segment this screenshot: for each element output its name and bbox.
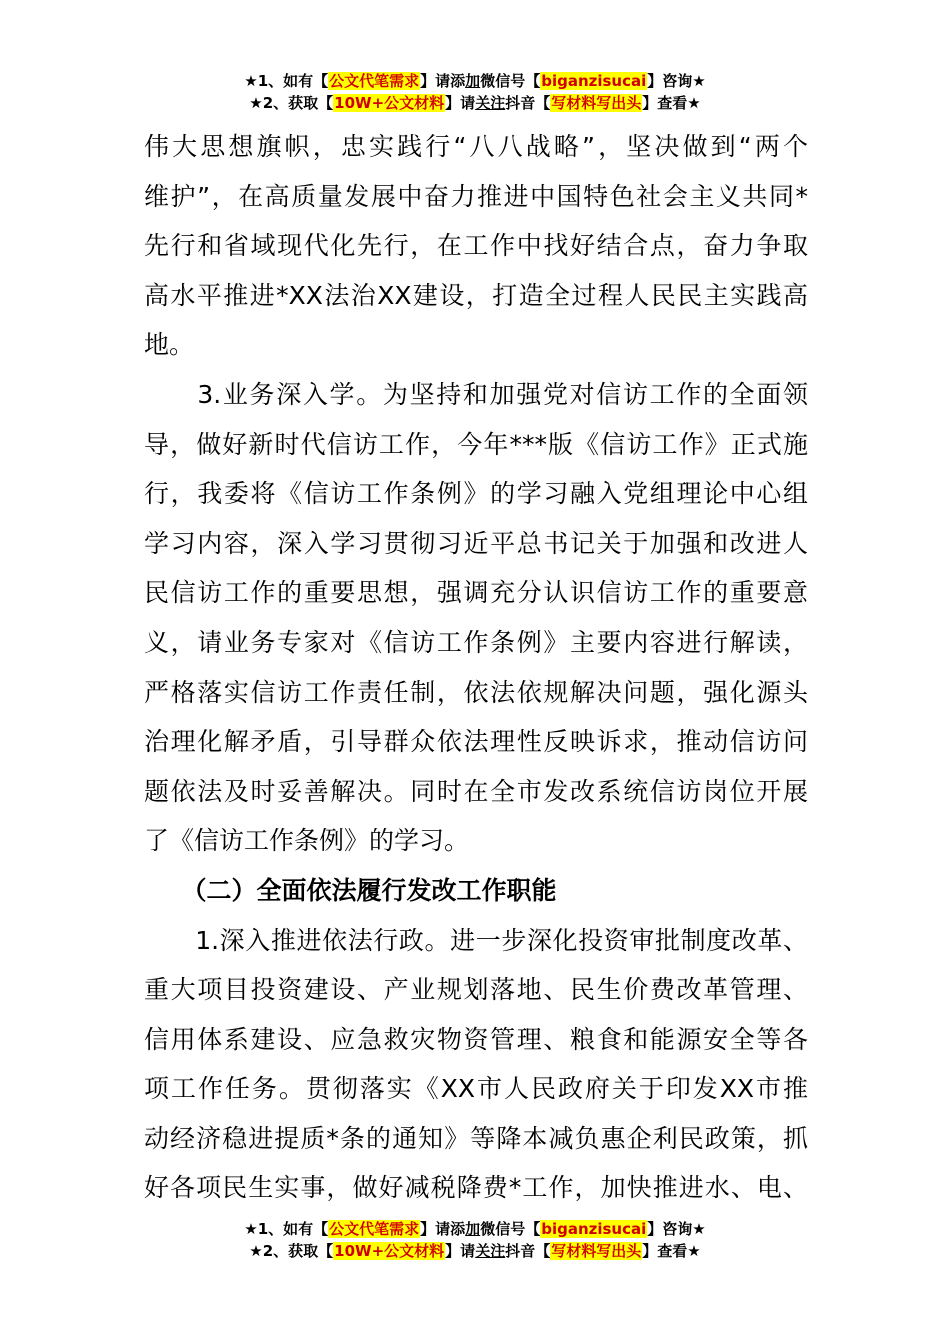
text-line: 重大项目投资建设、产业规划落地、民生价费改革管理、 xyxy=(144,975,808,1005)
banner-text: 1、如有【 xyxy=(257,72,329,90)
text-line: 1.深入推进依法行政。进一步深化投资审批制度改革、 xyxy=(144,925,808,955)
text-line: 了《信访工作条例》的学习。 xyxy=(144,826,470,856)
text-line: 好各项民生实事，做好减税降费*工作，加快推进水、电、 xyxy=(144,1173,808,1203)
star-icon: ★ xyxy=(692,1220,706,1238)
banner-text: 微信号【 xyxy=(480,72,541,90)
text-line: 导，做好新时代信访工作，今年***版《信访工作》正式施 xyxy=(144,429,808,459)
footer-banner xyxy=(0,1218,950,1262)
banner-text: 抖音【 xyxy=(505,94,551,112)
underlined-text: 关注 xyxy=(475,1242,506,1260)
banner-text: 】请添 xyxy=(420,1220,466,1238)
banner-text: 2、获取【 xyxy=(262,1242,334,1260)
banner-text: 】请 xyxy=(445,1242,476,1260)
section-heading: （二）全面依法履行发改工作职能 xyxy=(144,875,557,905)
text-line: 学习内容，深入学习贯彻习近平总书记关于加强和改进人 xyxy=(144,528,808,558)
banner-text: 】请添 xyxy=(420,72,466,90)
text-line: 项工作任务。贯彻落实《XX市人民政府关于印发XX市推 xyxy=(144,1074,808,1104)
highlight-text: 写材料写出头 xyxy=(551,1242,642,1260)
text-line: 先行和省域现代化先行，在工作中找好结合点，奋力争取 xyxy=(144,231,808,261)
star-icon: ★ xyxy=(249,94,263,112)
highlight-text: 写材料写出头 xyxy=(551,94,642,112)
header-banner xyxy=(0,70,950,114)
banner-text: 2、获取【 xyxy=(262,94,334,112)
text-line: 民信访工作的重要思想，强调充分认识信访工作的重要意 xyxy=(144,578,808,608)
star-icon: ★ xyxy=(687,94,701,112)
highlight-text: biganzisucai xyxy=(541,1220,647,1238)
text-line: 信用体系建设、应急救灾物资管理、粮食和能源安全等各 xyxy=(144,1024,808,1054)
text-line: 义，请业务专家对《信访工作条例》主要内容进行解读， xyxy=(144,627,808,657)
banner-line-2 xyxy=(0,92,950,114)
highlight-text: biganzisucai xyxy=(541,72,647,90)
text-line: 动经济稳进提质*条的通知》等降本减负惠企利民政策，抓 xyxy=(144,1123,808,1153)
highlight-text: 10W+公文材料 xyxy=(334,1242,445,1260)
banner-text: 微信号【 xyxy=(480,1220,541,1238)
text-line: 地。 xyxy=(144,330,195,360)
banner-text: 抖音【 xyxy=(505,1242,551,1260)
banner-line-2 xyxy=(0,1240,950,1262)
text-line: 行，我委将《信访工作条例》的学习融入党组理论中心组 xyxy=(144,479,808,509)
banner-text: 】咨询 xyxy=(647,72,693,90)
underlined-text: 关注 xyxy=(475,94,506,112)
star-icon: ★ xyxy=(687,1242,701,1260)
highlight-text: 公文代笔需求 xyxy=(329,72,420,90)
banner-text: 】咨询 xyxy=(647,1220,693,1238)
text-line: 维护”，在高质量发展中奋力推进中国特色社会主义共同* xyxy=(144,181,808,211)
banner-text: 1、如有【 xyxy=(257,1220,329,1238)
banner-text: 】查看 xyxy=(642,1242,688,1260)
document-body xyxy=(144,122,808,1213)
banner-line-1 xyxy=(0,70,950,92)
star-icon: ★ xyxy=(249,1242,263,1260)
banner-text: 】查看 xyxy=(642,94,688,112)
star-icon: ★ xyxy=(244,1220,258,1238)
banner-line-1 xyxy=(0,1218,950,1240)
star-icon: ★ xyxy=(692,72,706,90)
text-line: 3.业务深入学。为坚持和加强党对信访工作的全面领 xyxy=(144,379,808,409)
highlight-text: 公文代笔需求 xyxy=(329,1220,420,1238)
text-line: 治理化解矛盾，引导群众依法理性反映诉求，推动信访问 xyxy=(144,727,808,757)
text-line: 高水平推进*XX法治XX建设，打造全过程人民民主实践高 xyxy=(144,280,808,310)
underlined-text: 加 xyxy=(465,72,481,90)
underlined-text: 加 xyxy=(465,1220,481,1238)
text-line: 题依法及时妥善解决。同时在全市发改系统信访岗位开展 xyxy=(144,776,808,806)
highlight-text: 10W+公文材料 xyxy=(334,94,445,112)
star-icon: ★ xyxy=(244,72,258,90)
text-line: 伟大思想旗帜，忠实践行“八八战略”，坚决做到“两个 xyxy=(144,132,808,161)
text-line: 严格落实信访工作责任制，依法依规解决问题，强化源头 xyxy=(144,677,808,707)
banner-text: 】请 xyxy=(445,94,476,112)
